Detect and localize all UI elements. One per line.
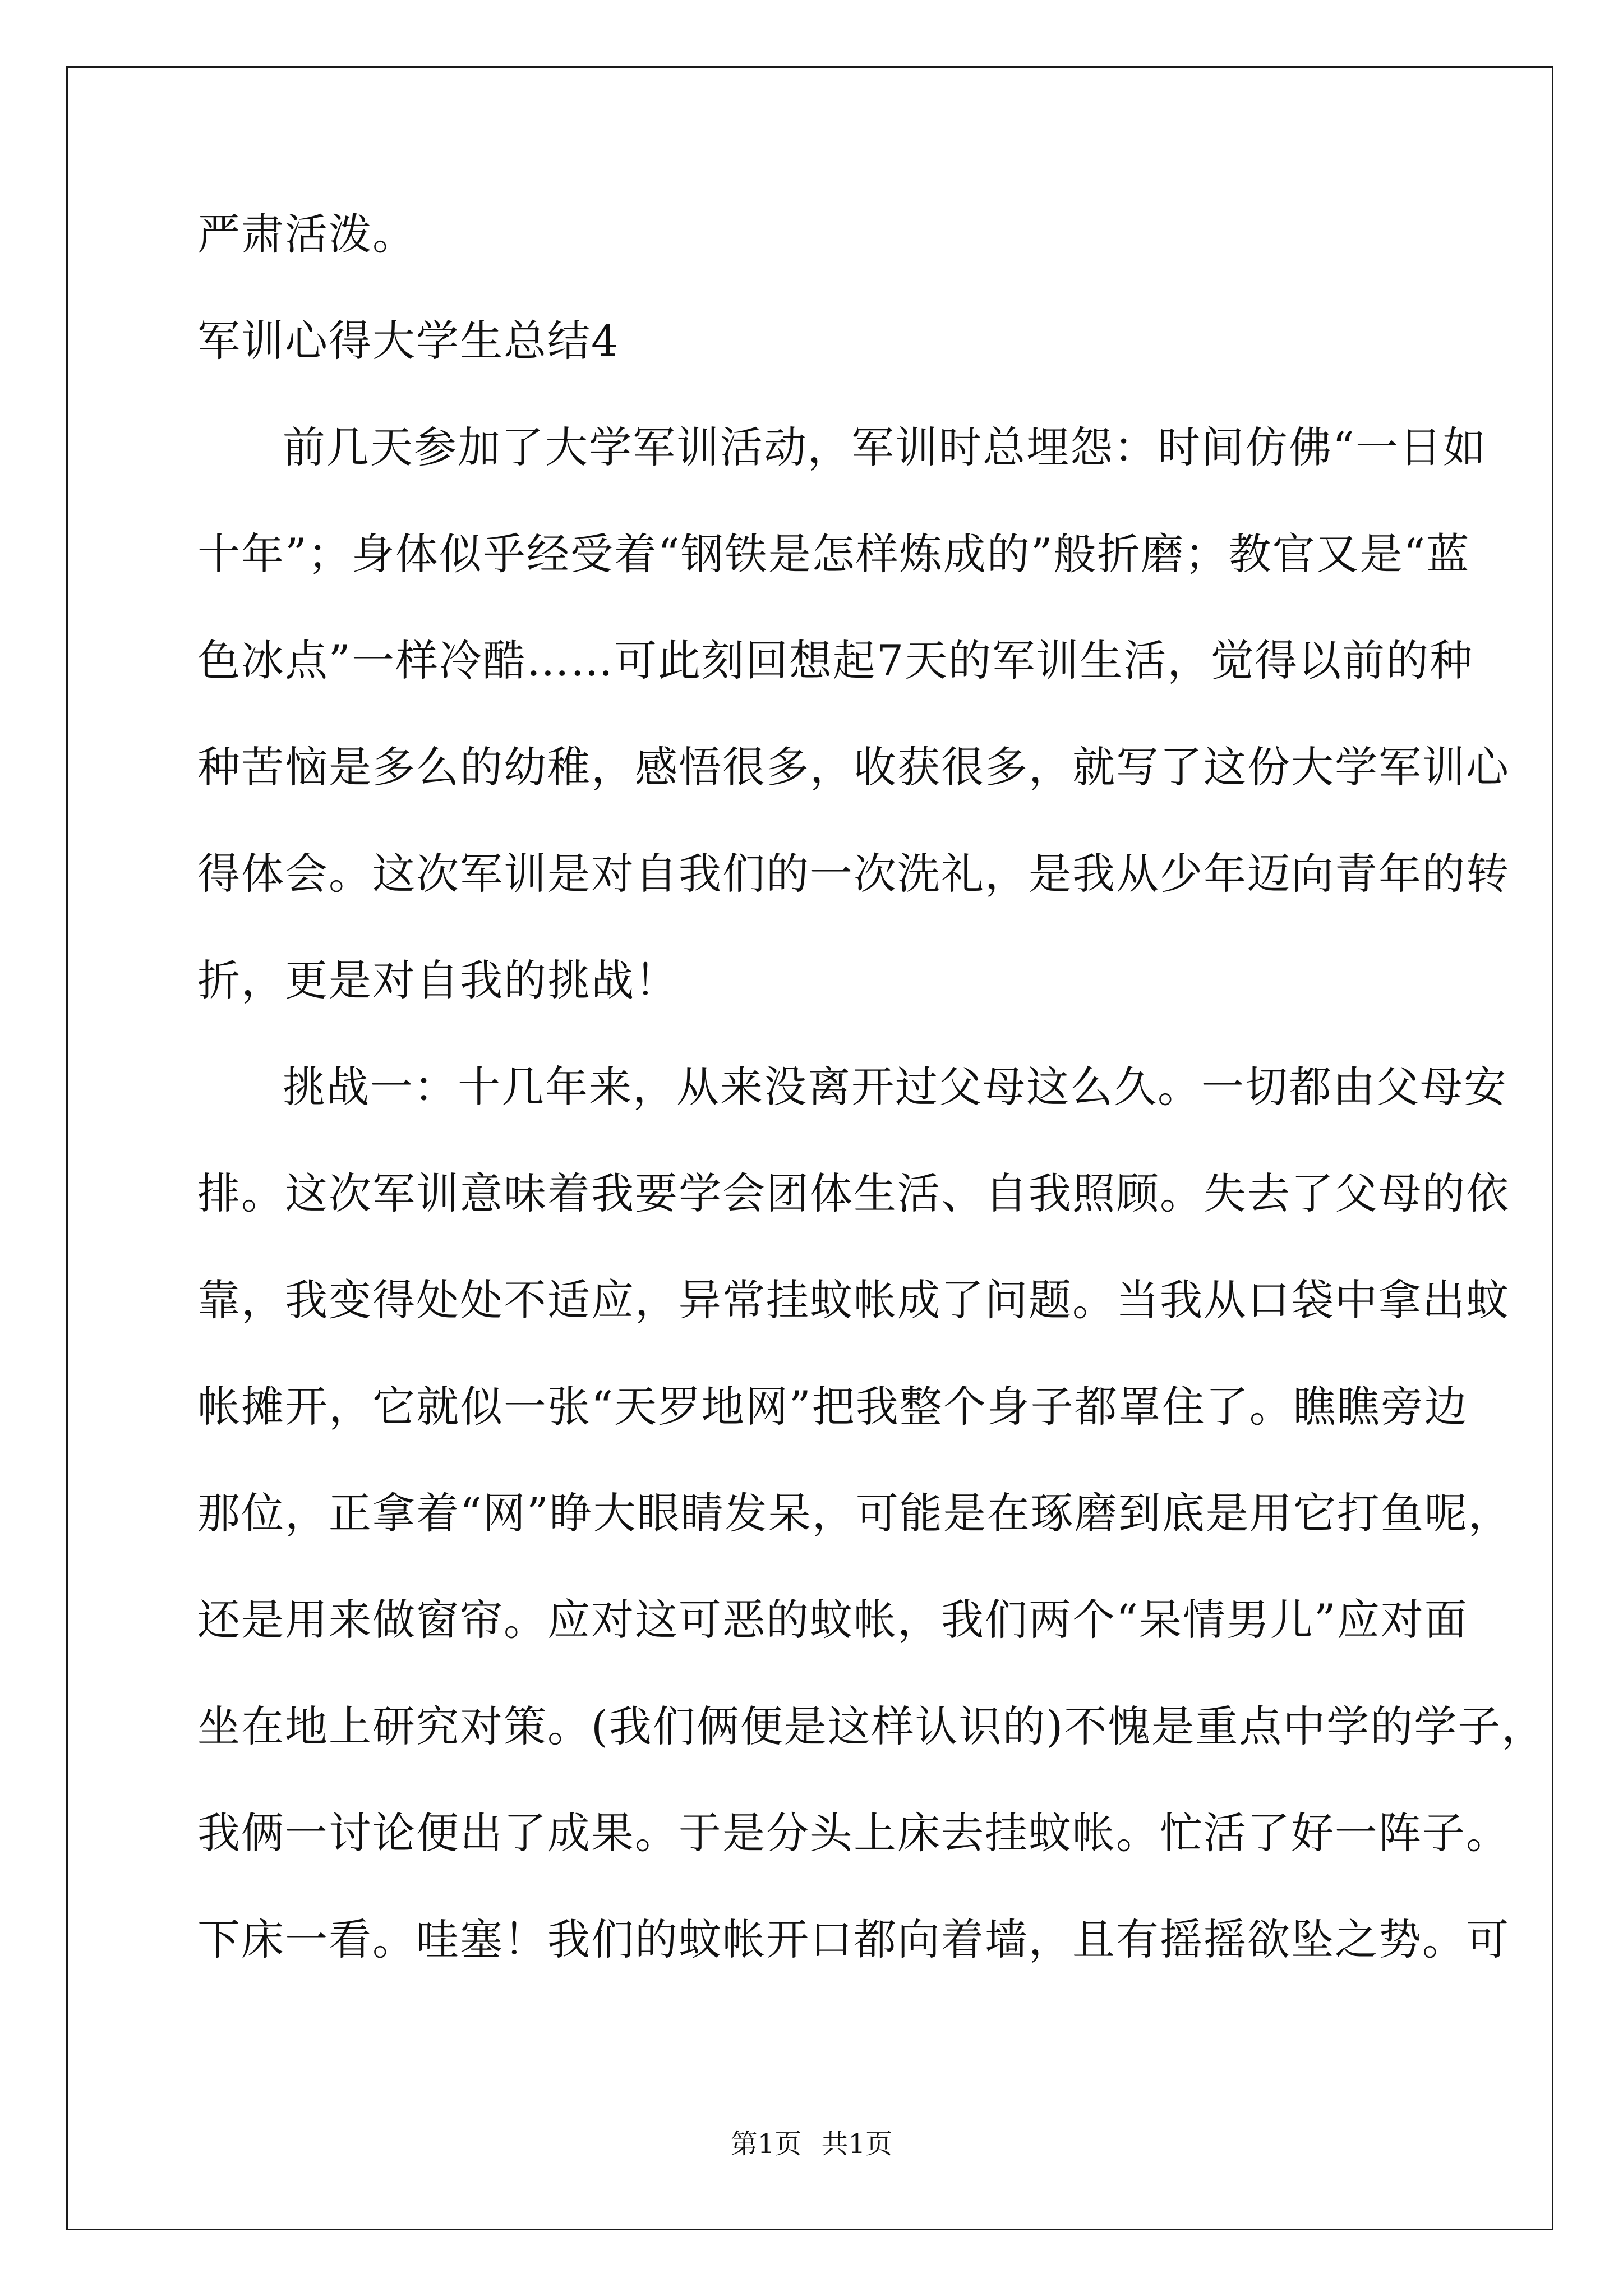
text-line: 色冰点”一样冷酷……可此刻回想起7天的军训生活，觉得以前的种: [197, 636, 1474, 685]
text-line: 还是用来做窗帘。应对这可恶的蚊帐，我们两个“呆情男儿”应对面: [197, 1595, 1468, 1645]
text-line: 前几天参加了大学军训活动，军训时总埋怨：时间仿佛“一日如: [283, 422, 1487, 472]
text-line: 靠，我变得处处不适应，异常挂蚊帐成了问题。当我从口袋中拿出蚊: [197, 1275, 1510, 1325]
text-line: 军训心得大学生总结4: [197, 316, 620, 366]
text-line: 严肃活泼。: [197, 209, 416, 259]
text-line: 十年”；身体似乎经受着“钢铁是怎样炼成的”般折磨；教官又是“蓝: [197, 529, 1470, 579]
page-footer: [0, 2127, 1623, 2161]
page-total: 共1页: [821, 2128, 893, 2160]
text-line: 得体会。这次军训是对自我们的一次洗礼，是我从少年迈向青年的转: [197, 849, 1510, 899]
text-line: 我俩一讨论便出了成果。于是分头上床去挂蚊帐。忙活了好一阵子。: [197, 1808, 1510, 1858]
text-line: 下床一看。哇塞！我们的蚊帐开口都向着墙，且有摇摇欲坠之势。可: [197, 1915, 1510, 1964]
page-number: 第1页: [730, 2128, 802, 2160]
text-line: 挑战一：十几年来，从来没离开过父母这么久。一切都由父母安: [283, 1062, 1507, 1112]
text-line: 帐摊开，它就似一张“天罗地网”把我整个身子都罩住了。瞧瞧旁边: [197, 1382, 1468, 1432]
document-body: [197, 208, 1546, 2019]
text-line: 排。这次军训意味着我要学会团体生活、自我照顾。失去了父母的依: [197, 1168, 1510, 1218]
text-line: 那位，正拿着“网”睁大眼睛发呆，可能是在琢磨到底是用它打鱼呢，: [197, 1488, 1512, 1538]
text-line: 折，更是对自我的挑战！: [197, 955, 679, 1005]
text-line: 坐在地上研究对策。(我们俩便是这样认识的)不愧是重点中学的学子，: [197, 1701, 1546, 1751]
text-line: 种苦恼是多么的幼稚，感悟很多，收获很多，就写了这份大学军训心: [197, 742, 1510, 792]
